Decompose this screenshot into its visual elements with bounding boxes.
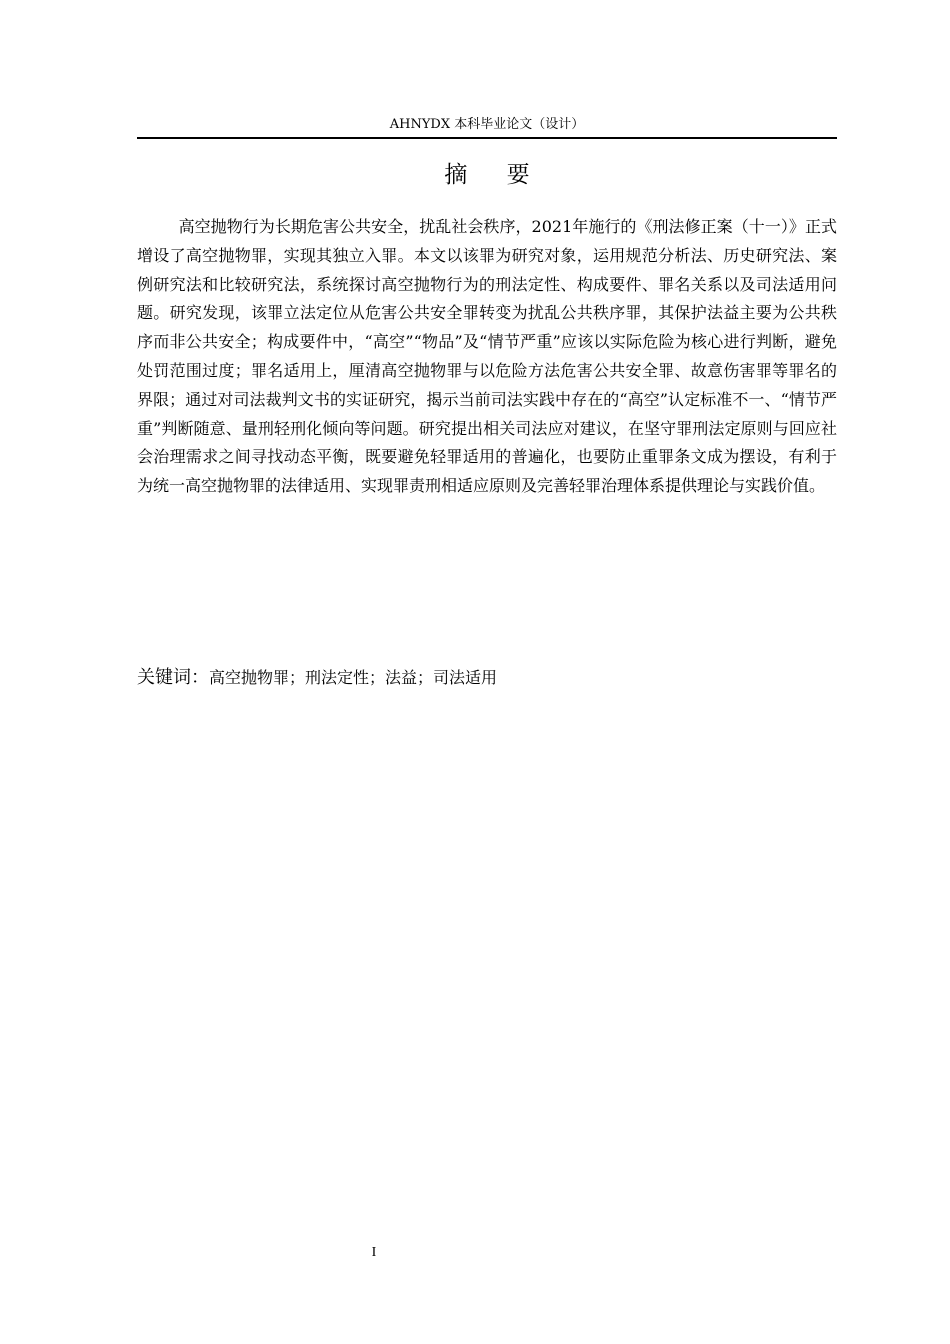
page-number: I [371,1245,377,1260]
abstract-body: 高空抛物行为长期危害公共安全，扰乱社会秩序，2021年施行的《刑法修正案（十一）》正式增设了高空抛物罪，实现其独立入罪。本文以该罪为研究对象，运用规范分析法、历史研究法、案例研究法和比较研究法，系统探讨高空抛物行为的刑法定性、构成要件、罪名关系以及司法适用问题。研究发现，该罪立法定位从危害公共安全罪转变为扰乱公共秩序罪，其保护法益主要为公共秩序而非公共安全；构成要件中，“高空”“物品”及“情节严重”应该以实际危险为核心进行判断，避免处罚范围过度；罪名适用上，厘清高空抛物罪与以危险方法危害公共安全罪、故意伤害罪等罪名的界限；通过对司法裁判文书的实证研究，揭示当前司法实践中存在的“高空”认定标准不一、“情节严重”判断随意、量刑轻刑化倾向等问题。研究提出相关司法应对建议，在坚守罪刑法定原则与回应社会治理需求之间寻找动态平衡，既要避免轻罪适用的普遍化，也要防止重罪条文成为摆设，有利于为统一高空抛物罪的法律适用、实现罪责刑相适应原则及完善轻罪治理体系提供理论与实践价值。 [137,217,837,496]
keywords-label: 关键词： [137,667,209,688]
keywords-value: 高空抛物罪；刑法定性；法益；司法适用 [209,668,498,687]
abstract-title: 摘 要 [444,162,546,188]
keywords-line [137,665,837,691]
running-header: AHNYDX 本科毕业论文（设计） [389,117,585,132]
header-divider [137,137,837,139]
